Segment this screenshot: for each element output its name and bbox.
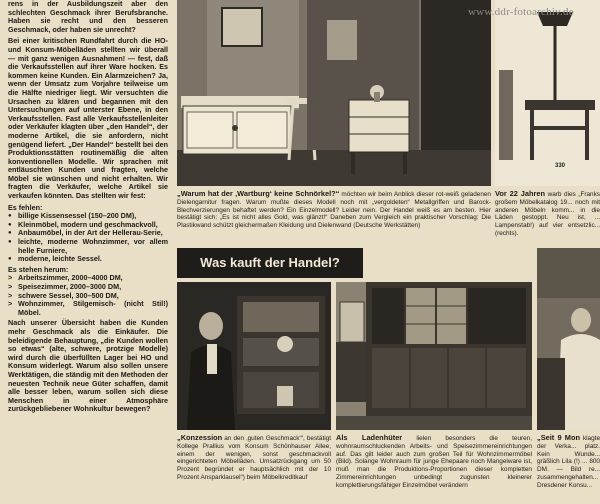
ladenhueter-caption bbox=[336, 434, 532, 504]
wall-unit-photo bbox=[336, 282, 532, 430]
armchair-illustration bbox=[537, 248, 600, 430]
picture-number: 330 bbox=[555, 163, 566, 169]
caption-lead: „Seit 9 Mon bbox=[537, 434, 580, 442]
caption-body: lielen besonders die teuren, wohnraumschluckenden Arbeits- und Speisezimmereinrichtungen auf. Das gilt leider auch zum großen Teil für Wohnzimmermöbel (Bild). Solange Wohnraum für junge Ehepaare noch Mangelware ist, muß man die Produktions-Proportionen dieser kompletten Zimmereinrichtungen unbedingt zugunsten kleinerer komplettierungsfähiger Einzelmöbel verändern bbox=[336, 435, 532, 489]
list-item: > Speisezimmer, 2000–3000 DM, bbox=[8, 283, 168, 292]
armchair-photo bbox=[537, 248, 600, 430]
list-item: ● billige Kissensessel (150–200 DM), bbox=[8, 212, 168, 221]
hall-furniture-illustration bbox=[177, 0, 491, 186]
closing-paragraph: Nach unserer Übersicht haben die Kunden mehr Geschmack als die Einkäufer. Die beleidigende Behauptung, „die Kunden wollen so etwas“ (alte, schwere, protzige Modelle) wird durch die überfüllten Lager bei HO und Konsum widerlegt. Warum also sollen unsere Werktätigen, die ständig mit den Methoden der neuesten Technik neue Güter schaffen, damit alle besser leben, warum sollen sich diese Menschen in einer Atmosphäre zurückgebliebener Wohnkultur bewegen? bbox=[8, 318, 168, 414]
caption-body: möchten wir beim Anblick dieser rot-weiß geladenen Dielengarnitur fragen. Warum mußte dieses Modell noch mit „vergoldeten“ Metallgriffen und Barock-Blechverzierungen behaftet werden? Ein Einzelmodell? Leider nein. Der Handel weiß es am besten. Hier bestätigt sich: „Es ist nicht alles Gold, was glänzt!“ Daneben zum Vergleich ein praktischer Vorschlag: Die Plastikwand schützt gleichermaßen Kleidung und Dielenwand (Deutsche Werkstätten) bbox=[177, 191, 491, 230]
unsold-items-heading: Es stehen herum: bbox=[8, 264, 69, 274]
caption-lead: Vor 22 Jahren bbox=[495, 190, 545, 198]
catalog-furniture-photo bbox=[495, 0, 600, 186]
list-item: ● Kleinmöbel, modern und geschmackvoll, bbox=[8, 221, 168, 230]
watermark-text: www.ddr-fotoarchiv.de bbox=[468, 6, 574, 18]
left-text-column bbox=[0, 0, 172, 504]
caption-lead: „Warum hat der ‚Wartburg‘ keine Schnörkel?“ bbox=[177, 190, 340, 198]
missing-items-list bbox=[8, 212, 168, 264]
section-banner: Was kauft der Handel? bbox=[177, 248, 363, 278]
list-item: ● leichte, moderne Wohnzimmer, vor allem helle Furniere, bbox=[8, 238, 168, 255]
list-item: ● moderne, leichte Sessel. bbox=[8, 255, 168, 264]
caption-body: warb dies „Franks großem Möbelkatalog 19... noch mit anderen Möbeln komm... in die Läden gestoppt. Neu ist, ... Lampenstab!) auf vier entsetzlic... (rechts). bbox=[495, 191, 600, 237]
list-item: ● Anbaumöbel, in der Art der Hellerau-Serie, bbox=[8, 229, 168, 238]
hall-furniture-photo bbox=[177, 0, 491, 186]
caption-body: klagte der Verka... platz. Kein Wunde... gräßlich Lila (!) ... 800 DM. — Bild re... zusammengehalten... Dresdener Konsu... bbox=[537, 435, 600, 489]
vor-22-jahren-caption bbox=[495, 190, 600, 242]
wall-unit-illustration bbox=[336, 282, 532, 430]
list-item: > Arbeitszimmer, 2000–4000 DM, bbox=[8, 274, 168, 283]
catalog-table-illustration bbox=[495, 0, 600, 186]
list-item: > Wohnzimmer, Stilgemisch- (nicht Stil!) Möbel. bbox=[8, 300, 168, 317]
missing-items-heading: Es fehlen: bbox=[8, 202, 43, 212]
caption-lead: Als Ladenhüter bbox=[336, 434, 403, 442]
wartburg-caption bbox=[177, 190, 491, 242]
konzession-caption bbox=[177, 434, 331, 504]
unsold-items-list bbox=[8, 274, 168, 317]
caption-body: an den ‚guten Geschmack‘“, bestätigt Kollege Prallius vom Konsum Schönhauser Allee, einem der wenigen, sonst geschmackvoll eingerichteten Möbelläden. Umsatzrückgang um 50 Prozent begründet er hauptsächlich mit der 10 Prozent Ansparklausel“) beim Möbelkreditkauf bbox=[177, 435, 331, 481]
intro-paragraph: rens in der Ausbildungszeit aber den schlechten Geschmack ihrer Berufsbranche. Haben sie recht und den besseren Geschmack, oder haben sie unrecht? bbox=[8, 0, 168, 34]
salesman-photo bbox=[177, 282, 331, 430]
caption-lead: „Konzession bbox=[177, 434, 223, 442]
rundfahrt-paragraph: Bei einer kritischen Rundfahrt durch die HO- und Konsum-Möbelläden stellten wir überall — mit ganz wenigen Ausnahmen! — fest, daß die Verkaufsstellen auf ihrer Ware hocken. Es kommen keine Kunden. Ein Alarmzeichen? Ja, wenn der Umsatz zum Vorjahre teilweise um die Hälfte niedriger liegt. Wir versuchten die Ursachen zu klären und begannen mit den Untersuchungen auf unterster Ebene, in den Verkaufsstellen. Fast alle Verkaufsstellenleiter oder Verkäufer klagten über „den Handel“, der moderne Artikel, die sie anfordern, nicht genügend liefert. „Der Handel“ bestellt bei den Produktionsstätten routinemäßig die alten konventionellen Modelle. Wir sprachen mit entläuschten Kunden und fragten, welche Möbel sie wünschen und nicht erhalten. Wir fragten die Verkäufer, welche Artikel sie verkaufen könnten. Das stellten wir fest: bbox=[8, 36, 168, 201]
salesman-illustration bbox=[177, 282, 331, 430]
seit-9-monaten-caption bbox=[537, 434, 600, 504]
list-item: > schwere Sessel, 300–500 DM, bbox=[8, 292, 168, 301]
